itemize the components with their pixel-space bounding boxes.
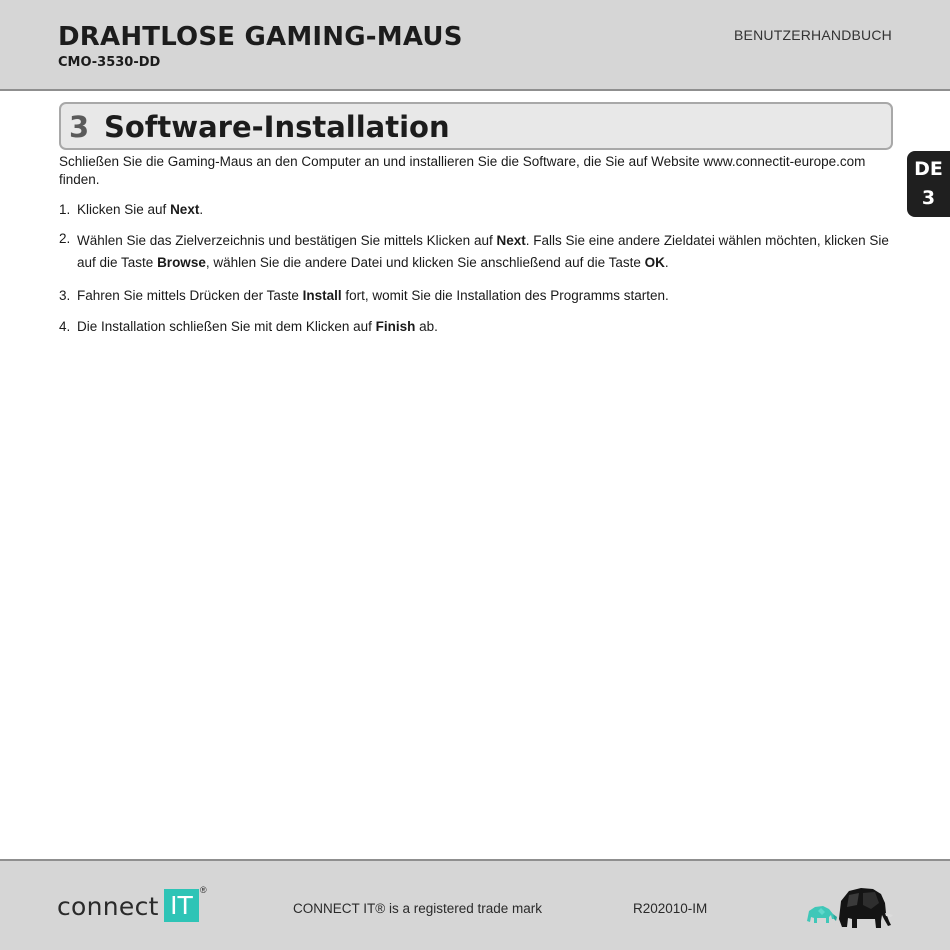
step-item [59,201,891,219]
elephants-icon [803,881,895,931]
main-content [59,153,891,349]
language-tab [907,151,950,217]
step-text-part: Klicken Sie auf [77,202,171,217]
step-text-part: , wählen Sie die andere Datei und klicken Sie anschließend auf die Taste [205,255,645,270]
step-keyword: Install [302,288,342,303]
step-text-part: Wählen Sie das Zielverzeichnis und bestätigen Sie mittels Klicken auf [77,233,497,248]
step-keyword: Finish [375,319,416,334]
step-text-part: ab. [415,319,438,334]
step-keyword: Next [496,233,526,248]
step-item [59,230,891,274]
logo-text: connect [57,892,159,921]
step-text-part: . Falls Sie eine andere Zieldatei wählen möchten, klicken Sie auf die Taste [77,233,889,270]
section-title: Software-Installation [104,110,450,144]
step-keyword: Next [170,202,200,217]
step-number: 4. [59,319,71,334]
logo-it-box: IT [164,889,199,922]
page-header [0,0,950,91]
step-text [77,230,891,274]
step-text-part: . [199,202,204,217]
step-text [77,201,891,219]
document-type: BENUTZERHANDBUCH [734,27,892,43]
step-text [77,318,891,336]
step-keyword: OK [644,255,665,270]
language-code: DE [914,158,943,180]
step-text-part: . [664,255,669,270]
section-heading [59,102,893,150]
step-text-part: fort, womit Sie die Installation des Programms starten. [341,288,669,303]
registered-mark: ® [200,885,207,895]
model-number: CMO-3530-DD [58,55,161,70]
step-number: 1. [59,202,71,217]
step-number: 3. [59,288,71,303]
document-code: R202010-IM [633,901,708,916]
step-text-part: Die Installation schließen Sie mit dem Klicken auf [77,319,376,334]
step-item [59,287,891,305]
trademark-notice: CONNECT IT® is a registered trade mark [293,901,543,916]
step-text-part: Fahren Sie mittels Drücken der Taste [77,288,303,303]
page-footer [0,859,950,950]
step-text [77,287,891,305]
step-item [59,318,891,336]
step-number: 2. [59,231,71,246]
intro-paragraph: Schließen Sie die Gaming-Maus an den Computer an und installieren Sie die Software, die Sie auf Website www.connectit-europe.com finden. [59,154,866,187]
page-number: 3 [921,187,936,209]
section-number: 3 [69,110,90,144]
document-title: DRAHTLOSE GAMING-MAUS [58,22,463,52]
step-keyword: Browse [157,255,206,270]
